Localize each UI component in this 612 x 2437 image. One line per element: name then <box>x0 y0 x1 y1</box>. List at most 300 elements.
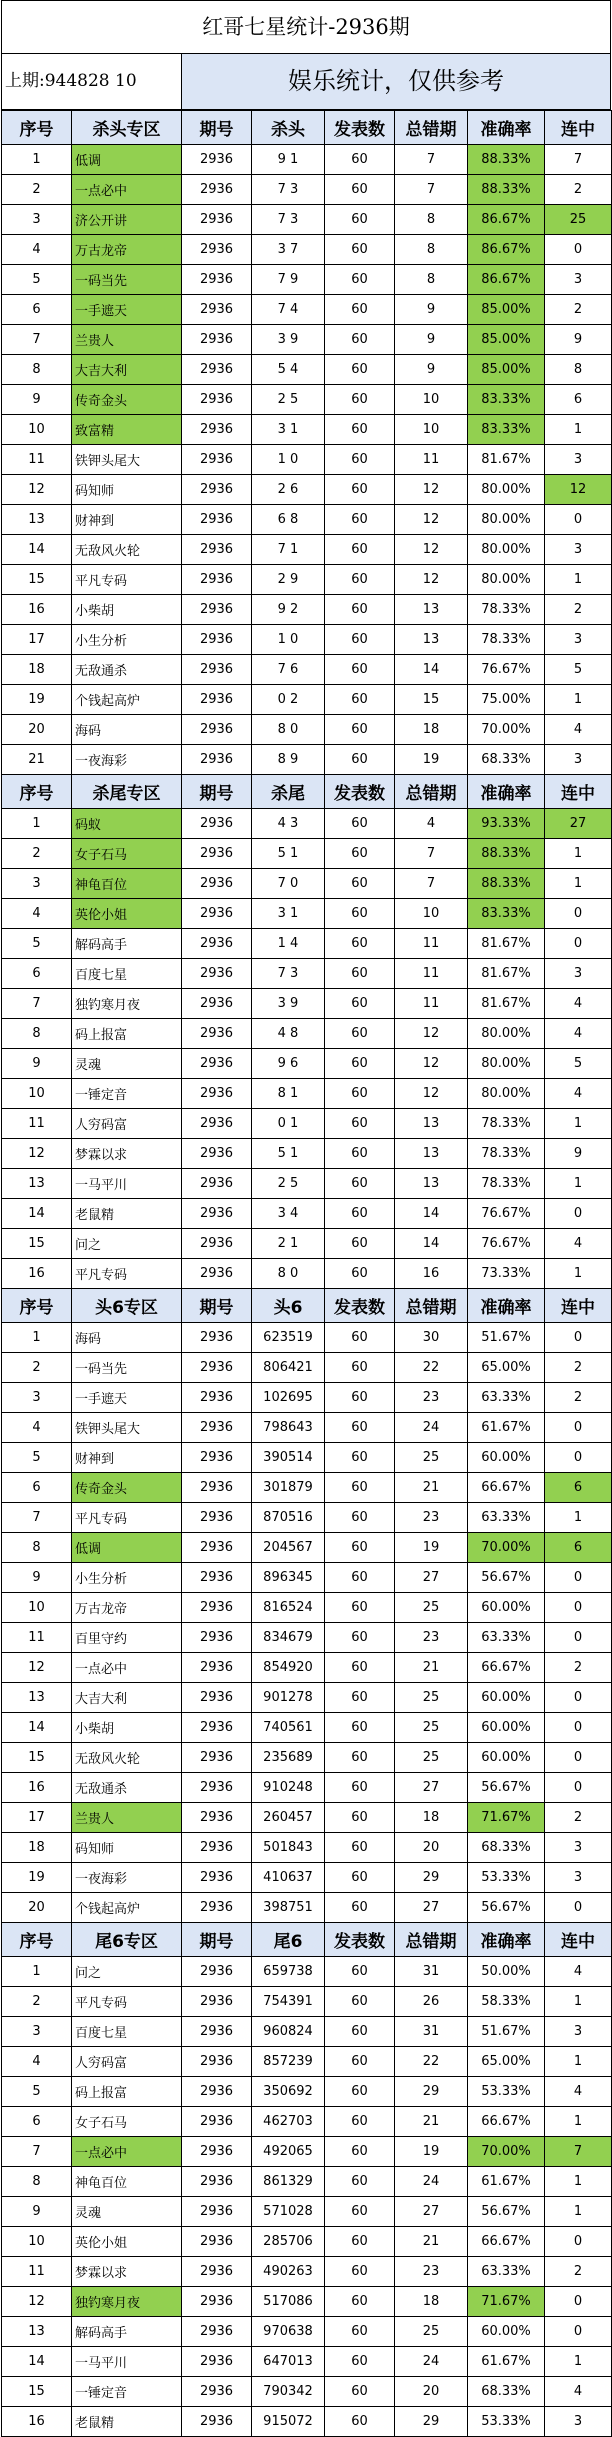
rank-cell: 8 <box>2 2167 72 2197</box>
total-misses-cell: 12 <box>395 535 468 565</box>
table-row <box>2 235 612 265</box>
published-cell: 60 <box>325 1383 395 1413</box>
total-misses-cell: 25 <box>395 1743 468 1773</box>
total-misses-cell: 21 <box>395 2107 468 2137</box>
period-cell: 2936 <box>182 1653 252 1683</box>
column-header-streak: 连中 <box>545 1289 612 1323</box>
number-cell: 492065 <box>252 2137 325 2167</box>
column-header-name: 头6专区 <box>72 1289 182 1323</box>
column-header-accuracy: 准确率 <box>468 1289 545 1323</box>
streak-cell: 0 <box>545 1893 612 1923</box>
name-cell: 铁钾头尾大 <box>72 1413 182 1443</box>
rank-cell: 2 <box>2 1353 72 1383</box>
published-cell: 60 <box>325 565 395 595</box>
accuracy-cell: 80.00% <box>468 475 545 505</box>
name-cell: 一点必中 <box>72 1653 182 1683</box>
total-misses-cell: 8 <box>395 235 468 265</box>
table-row <box>2 715 612 745</box>
period-cell: 2936 <box>182 355 252 385</box>
streak-cell: 8 <box>545 355 612 385</box>
total-misses-cell: 23 <box>395 1503 468 1533</box>
rank-cell: 1 <box>2 1323 72 1353</box>
period-cell: 2936 <box>182 1323 252 1353</box>
total-misses-cell: 27 <box>395 1563 468 1593</box>
streak-cell: 3 <box>545 2407 612 2437</box>
accuracy-cell: 65.00% <box>468 1353 545 1383</box>
name-cell: 低调 <box>72 145 182 175</box>
total-misses-cell: 12 <box>395 1049 468 1079</box>
published-cell: 60 <box>325 1957 395 1987</box>
published-cell: 60 <box>325 385 395 415</box>
table-row <box>2 929 612 959</box>
period-cell: 2936 <box>182 145 252 175</box>
rank-cell: 3 <box>2 2017 72 2047</box>
total-misses-cell: 12 <box>395 1019 468 1049</box>
name-cell: 英伦小姐 <box>72 2227 182 2257</box>
total-misses-cell: 7 <box>395 145 468 175</box>
published-cell: 60 <box>325 205 395 235</box>
published-cell: 60 <box>325 415 395 445</box>
accuracy-cell: 70.00% <box>468 715 545 745</box>
total-misses-cell: 25 <box>395 1443 468 1473</box>
total-misses-cell: 4 <box>395 809 468 839</box>
number-cell: 2 1 <box>252 1229 325 1259</box>
total-misses-cell: 25 <box>395 2317 468 2347</box>
rank-cell: 15 <box>2 2377 72 2407</box>
rank-cell: 6 <box>2 2107 72 2137</box>
accuracy-cell: 51.67% <box>468 1323 545 1353</box>
period-cell: 2936 <box>182 2017 252 2047</box>
published-cell: 60 <box>325 1743 395 1773</box>
name-cell: 灵魂 <box>72 2197 182 2227</box>
table-row <box>2 1653 612 1683</box>
rank-cell: 10 <box>2 415 72 445</box>
rank-cell: 16 <box>2 1773 72 1803</box>
number-cell: 960824 <box>252 2017 325 2047</box>
number-cell: 896345 <box>252 1563 325 1593</box>
published-cell: 60 <box>325 1199 395 1229</box>
accuracy-cell: 60.00% <box>468 1593 545 1623</box>
table-row <box>2 1957 612 1987</box>
accuracy-cell: 68.33% <box>468 1833 545 1863</box>
name-cell: 个钱起高炉 <box>72 685 182 715</box>
number-cell: 9 1 <box>252 145 325 175</box>
name-cell: 解码高手 <box>72 2317 182 2347</box>
rank-cell: 5 <box>2 929 72 959</box>
streak-cell: 25 <box>545 205 612 235</box>
period-cell: 2936 <box>182 869 252 899</box>
table-row <box>2 1503 612 1533</box>
name-cell: 梦霖以求 <box>72 1139 182 1169</box>
total-misses-cell: 26 <box>395 1987 468 2017</box>
rank-cell: 12 <box>2 475 72 505</box>
rank-cell: 14 <box>2 535 72 565</box>
published-cell: 60 <box>325 2347 395 2377</box>
published-cell: 60 <box>325 325 395 355</box>
total-misses-cell: 11 <box>395 989 468 1019</box>
period-cell: 2936 <box>182 685 252 715</box>
stats-page <box>1 0 611 2437</box>
table-row <box>2 1413 612 1443</box>
column-header-total-misses: 总错期 <box>395 111 468 145</box>
streak-cell: 5 <box>545 1049 612 1079</box>
published-cell: 60 <box>325 1803 395 1833</box>
published-cell: 60 <box>325 989 395 1019</box>
table-row <box>2 1833 612 1863</box>
published-cell: 60 <box>325 1259 395 1289</box>
streak-cell: 4 <box>545 715 612 745</box>
total-misses-cell: 13 <box>395 625 468 655</box>
rank-cell: 20 <box>2 715 72 745</box>
total-misses-cell: 10 <box>395 385 468 415</box>
rank-cell: 20 <box>2 1893 72 1923</box>
streak-cell: 0 <box>545 1413 612 1443</box>
published-cell: 60 <box>325 475 395 505</box>
total-misses-cell: 30 <box>395 1323 468 1353</box>
streak-cell: 3 <box>545 1863 612 1893</box>
streak-cell: 0 <box>545 2287 612 2317</box>
rank-cell: 11 <box>2 445 72 475</box>
period-cell: 2936 <box>182 625 252 655</box>
column-header-rank: 序号 <box>2 1289 72 1323</box>
name-cell: 低调 <box>72 1533 182 1563</box>
published-cell: 60 <box>325 745 395 775</box>
number-cell: 462703 <box>252 2107 325 2137</box>
rank-cell: 14 <box>2 2347 72 2377</box>
total-misses-cell: 27 <box>395 1773 468 1803</box>
rank-cell: 15 <box>2 1743 72 1773</box>
total-misses-cell: 22 <box>395 1353 468 1383</box>
number-cell: 1 0 <box>252 445 325 475</box>
streak-cell: 1 <box>545 1503 612 1533</box>
number-cell: 390514 <box>252 1443 325 1473</box>
total-misses-cell: 8 <box>395 205 468 235</box>
name-cell: 平凡专码 <box>72 1259 182 1289</box>
accuracy-cell: 63.33% <box>468 1383 545 1413</box>
table-row <box>2 1987 612 2017</box>
period-cell: 2936 <box>182 745 252 775</box>
rank-cell: 16 <box>2 595 72 625</box>
accuracy-cell: 56.67% <box>468 1563 545 1593</box>
published-cell: 60 <box>325 1109 395 1139</box>
table-row <box>2 625 612 655</box>
table-row <box>2 2047 612 2077</box>
rank-cell: 10 <box>2 1079 72 1109</box>
table-row <box>2 2017 612 2047</box>
rank-cell: 4 <box>2 1413 72 1443</box>
name-cell: 一手遮天 <box>72 295 182 325</box>
table-row <box>2 1683 612 1713</box>
published-cell: 60 <box>325 715 395 745</box>
rank-cell: 5 <box>2 1443 72 1473</box>
total-misses-cell: 7 <box>395 839 468 869</box>
accuracy-cell: 63.33% <box>468 2257 545 2287</box>
name-cell: 解码高手 <box>72 929 182 959</box>
column-header-total-misses: 总错期 <box>395 1289 468 1323</box>
name-cell: 海码 <box>72 715 182 745</box>
table-row <box>2 265 612 295</box>
name-cell: 一夜海彩 <box>72 1863 182 1893</box>
total-misses-cell: 31 <box>395 1957 468 1987</box>
name-cell: 人穷码富 <box>72 1109 182 1139</box>
number-cell: 798643 <box>252 1413 325 1443</box>
table-row <box>2 869 612 899</box>
accuracy-cell: 56.67% <box>468 1893 545 1923</box>
rank-cell: 8 <box>2 1533 72 1563</box>
table-row <box>2 595 612 625</box>
streak-cell: 0 <box>545 1623 612 1653</box>
table-row <box>2 415 612 445</box>
period-cell: 2936 <box>182 2227 252 2257</box>
published-cell: 60 <box>325 295 395 325</box>
name-cell: 小生分析 <box>72 625 182 655</box>
published-cell: 60 <box>325 809 395 839</box>
accuracy-cell: 85.00% <box>468 325 545 355</box>
accuracy-cell: 86.67% <box>468 205 545 235</box>
streak-cell: 2 <box>545 2257 612 2287</box>
published-cell: 60 <box>325 869 395 899</box>
total-misses-cell: 29 <box>395 1863 468 1893</box>
published-cell: 60 <box>325 2407 395 2437</box>
name-cell: 一手遮天 <box>72 1383 182 1413</box>
published-cell: 60 <box>325 2047 395 2077</box>
stats-table <box>1 110 612 2437</box>
number-cell: 647013 <box>252 2347 325 2377</box>
number-cell: 204567 <box>252 1533 325 1563</box>
total-misses-cell: 23 <box>395 1623 468 1653</box>
number-cell: 350692 <box>252 2077 325 2107</box>
accuracy-cell: 85.00% <box>468 295 545 325</box>
rank-cell: 12 <box>2 2287 72 2317</box>
published-cell: 60 <box>325 2167 395 2197</box>
accuracy-cell: 68.33% <box>468 745 545 775</box>
number-cell: 915072 <box>252 2407 325 2437</box>
table-row <box>2 899 612 929</box>
number-cell: 854920 <box>252 1653 325 1683</box>
column-header-streak: 连中 <box>545 1923 612 1957</box>
published-cell: 60 <box>325 1353 395 1383</box>
streak-cell: 4 <box>545 1229 612 1259</box>
number-cell: 4 3 <box>252 809 325 839</box>
table-row <box>2 325 612 355</box>
table-row <box>2 1863 612 1893</box>
table-row <box>2 2317 612 2347</box>
streak-cell: 3 <box>545 959 612 989</box>
published-cell: 60 <box>325 1079 395 1109</box>
streak-cell: 1 <box>545 839 612 869</box>
number-cell: 102695 <box>252 1383 325 1413</box>
streak-cell: 1 <box>545 2167 612 2197</box>
table-row <box>2 1353 612 1383</box>
rank-cell: 16 <box>2 2407 72 2437</box>
number-cell: 5 4 <box>252 355 325 385</box>
name-cell: 财神到 <box>72 505 182 535</box>
streak-cell: 0 <box>545 1713 612 1743</box>
rank-cell: 14 <box>2 1199 72 1229</box>
accuracy-cell: 61.67% <box>468 2167 545 2197</box>
streak-cell: 9 <box>545 1139 612 1169</box>
total-misses-cell: 18 <box>395 2287 468 2317</box>
last-period-result: 上期:944828 10 <box>2 54 182 109</box>
published-cell: 60 <box>325 2287 395 2317</box>
period-cell: 2936 <box>182 2257 252 2287</box>
table-row <box>2 445 612 475</box>
name-cell: 万古龙帝 <box>72 235 182 265</box>
total-misses-cell: 9 <box>395 295 468 325</box>
accuracy-cell: 56.67% <box>468 1773 545 1803</box>
number-cell: 7 0 <box>252 869 325 899</box>
name-cell: 码上报富 <box>72 1019 182 1049</box>
number-cell: 834679 <box>252 1623 325 1653</box>
accuracy-cell: 51.67% <box>468 2017 545 2047</box>
table-row <box>2 175 612 205</box>
table-row <box>2 205 612 235</box>
published-cell: 60 <box>325 625 395 655</box>
name-cell: 一马平川 <box>72 1169 182 1199</box>
total-misses-cell: 24 <box>395 2347 468 2377</box>
streak-cell: 3 <box>545 625 612 655</box>
name-cell: 独钓寒月夜 <box>72 989 182 1019</box>
name-cell: 英伦小姐 <box>72 899 182 929</box>
period-cell: 2936 <box>182 1139 252 1169</box>
total-misses-cell: 13 <box>395 1109 468 1139</box>
table-row <box>2 1109 612 1139</box>
accuracy-cell: 65.00% <box>468 2047 545 2077</box>
rank-cell: 7 <box>2 1503 72 1533</box>
name-cell: 传奇金头 <box>72 385 182 415</box>
period-cell: 2936 <box>182 1259 252 1289</box>
rank-cell: 17 <box>2 625 72 655</box>
accuracy-cell: 80.00% <box>468 1049 545 1079</box>
column-header-accuracy: 准确率 <box>468 775 545 809</box>
accuracy-cell: 78.33% <box>468 1169 545 1199</box>
rank-cell: 4 <box>2 899 72 929</box>
number-cell: 8 1 <box>252 1079 325 1109</box>
number-cell: 398751 <box>252 1893 325 1923</box>
streak-cell: 6 <box>545 1473 612 1503</box>
period-cell: 2936 <box>182 565 252 595</box>
streak-cell: 0 <box>545 1773 612 1803</box>
accuracy-cell: 75.00% <box>468 685 545 715</box>
published-cell: 60 <box>325 1653 395 1683</box>
published-cell: 60 <box>325 2137 395 2167</box>
number-cell: 970638 <box>252 2317 325 2347</box>
period-cell: 2936 <box>182 715 252 745</box>
accuracy-cell: 61.67% <box>468 1413 545 1443</box>
published-cell: 60 <box>325 1713 395 1743</box>
published-cell: 60 <box>325 2197 395 2227</box>
number-cell: 301879 <box>252 1473 325 1503</box>
table-row <box>2 839 612 869</box>
published-cell: 60 <box>325 2227 395 2257</box>
period-cell: 2936 <box>182 1353 252 1383</box>
accuracy-cell: 60.00% <box>468 1683 545 1713</box>
period-cell: 2936 <box>182 265 252 295</box>
accuracy-cell: 86.67% <box>468 235 545 265</box>
accuracy-cell: 88.33% <box>468 145 545 175</box>
total-misses-cell: 29 <box>395 2077 468 2107</box>
accuracy-cell: 80.00% <box>468 1079 545 1109</box>
number-cell: 5 1 <box>252 839 325 869</box>
name-cell: 万古龙帝 <box>72 1593 182 1623</box>
rank-cell: 6 <box>2 295 72 325</box>
accuracy-cell: 80.00% <box>468 505 545 535</box>
table-row <box>2 809 612 839</box>
table-row <box>2 295 612 325</box>
total-misses-cell: 19 <box>395 1533 468 1563</box>
streak-cell: 0 <box>545 2227 612 2257</box>
total-misses-cell: 12 <box>395 565 468 595</box>
table-row <box>2 2167 612 2197</box>
streak-cell: 0 <box>545 1593 612 1623</box>
published-cell: 60 <box>325 1019 395 1049</box>
streak-cell: 1 <box>545 2347 612 2377</box>
accuracy-cell: 83.33% <box>468 415 545 445</box>
period-cell: 2936 <box>182 1683 252 1713</box>
total-misses-cell: 20 <box>395 1833 468 1863</box>
table-row <box>2 1473 612 1503</box>
period-cell: 2936 <box>182 2347 252 2377</box>
total-misses-cell: 10 <box>395 415 468 445</box>
period-cell: 2936 <box>182 2167 252 2197</box>
published-cell: 60 <box>325 2317 395 2347</box>
rank-cell: 15 <box>2 1229 72 1259</box>
number-cell: 571028 <box>252 2197 325 2227</box>
table-row <box>2 385 612 415</box>
period-cell: 2936 <box>182 415 252 445</box>
rank-cell: 19 <box>2 1863 72 1893</box>
name-cell: 女子石马 <box>72 2107 182 2137</box>
period-cell: 2936 <box>182 535 252 565</box>
column-header-number: 头6 <box>252 1289 325 1323</box>
name-cell: 人穷码富 <box>72 2047 182 2077</box>
name-cell: 小柴胡 <box>72 595 182 625</box>
name-cell: 问之 <box>72 1957 182 1987</box>
number-cell: 1 0 <box>252 625 325 655</box>
accuracy-cell: 53.33% <box>468 2407 545 2437</box>
total-misses-cell: 11 <box>395 959 468 989</box>
table-row <box>2 745 612 775</box>
total-misses-cell: 7 <box>395 869 468 899</box>
rank-cell: 9 <box>2 1049 72 1079</box>
streak-cell: 3 <box>545 745 612 775</box>
period-cell: 2936 <box>182 1199 252 1229</box>
streak-cell: 0 <box>545 1323 612 1353</box>
period-cell: 2936 <box>182 505 252 535</box>
total-misses-cell: 12 <box>395 505 468 535</box>
column-header-number: 杀尾 <box>252 775 325 809</box>
table-row <box>2 655 612 685</box>
accuracy-cell: 76.67% <box>468 655 545 685</box>
number-cell: 501843 <box>252 1833 325 1863</box>
total-misses-cell: 13 <box>395 595 468 625</box>
streak-cell: 1 <box>545 869 612 899</box>
rank-cell: 7 <box>2 325 72 355</box>
number-cell: 235689 <box>252 1743 325 1773</box>
rank-cell: 4 <box>2 235 72 265</box>
streak-cell: 4 <box>545 1019 612 1049</box>
disclaimer-banner: 娱乐统计，仅供参考 <box>182 54 610 109</box>
period-cell: 2936 <box>182 1019 252 1049</box>
period-cell: 2936 <box>182 1623 252 1653</box>
column-header-number: 杀头 <box>252 111 325 145</box>
number-cell: 3 9 <box>252 325 325 355</box>
streak-cell: 2 <box>545 175 612 205</box>
rank-cell: 12 <box>2 1653 72 1683</box>
rank-cell: 9 <box>2 2197 72 2227</box>
accuracy-cell: 78.33% <box>468 625 545 655</box>
period-cell: 2936 <box>182 2107 252 2137</box>
